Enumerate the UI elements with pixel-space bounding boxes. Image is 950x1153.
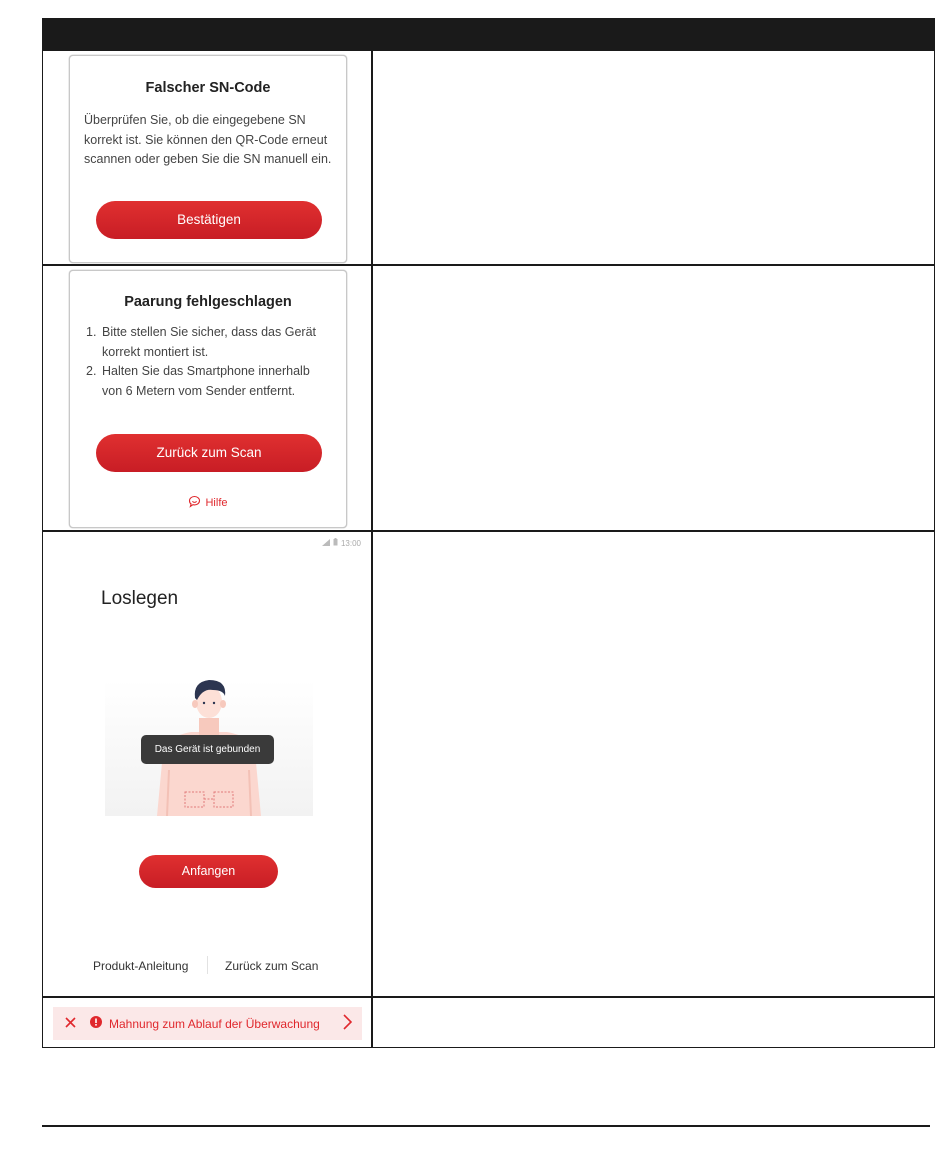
chevron-right-icon[interactable] (343, 1014, 352, 1033)
chat-bubble-icon (188, 495, 201, 511)
help-link[interactable] (70, 495, 346, 511)
status-bar (322, 538, 361, 548)
toast-message: Das Gerät ist gebunden (141, 735, 274, 764)
document-table (42, 18, 935, 1048)
sn-error-dialog (69, 55, 347, 263)
pairing-failed-dialog (69, 270, 347, 528)
list-text: Bitte stellen Sie sicher, dass das Gerät korrekt montiert ist. (102, 325, 316, 359)
column-divider (371, 51, 373, 1047)
row-divider (43, 264, 934, 266)
confirm-button[interactable]: Bestätigen (96, 201, 322, 239)
monitoring-alert-bar[interactable] (53, 1007, 362, 1040)
status-time: 13:00 (340, 538, 361, 548)
battery-icon (333, 538, 338, 548)
list-text: Halten Sie das Smartphone innerhalb von 6 Metern vom Sender entfernt. (102, 364, 310, 398)
list-item (86, 362, 328, 401)
table-header (43, 19, 934, 51)
start-button[interactable]: Anfangen (139, 855, 278, 888)
back-to-scan-button[interactable]: Zurück zum Scan (96, 434, 322, 472)
dialog-title: Paarung fehlgeschlagen (124, 294, 292, 310)
dialog-message: Überprüfen Sie, ob die eingegebene SN korrekt ist. Sie können den QR-Code erneut scannen oder geben Sie die SN manuell ein. (84, 113, 332, 166)
help-label: Hilfe (205, 497, 228, 509)
dialog-instructions (86, 323, 328, 401)
close-icon[interactable] (65, 1017, 76, 1031)
alert-text: Mahnung zum Ablauf der Überwachung (109, 1016, 320, 1031)
alert-icon (90, 1016, 102, 1031)
footer-rule (42, 1125, 930, 1127)
list-item (86, 323, 328, 362)
alert-row (43, 998, 371, 1047)
start-screen (43, 532, 371, 996)
product-guide-link[interactable]: Produkt-Anleitung (93, 959, 189, 973)
dialog-title: Falscher SN-Code (145, 80, 271, 96)
page-title: Loslegen (101, 588, 179, 609)
signal-icon (322, 539, 330, 548)
list-number: 2. (86, 364, 97, 378)
list-number: 1. (86, 325, 97, 339)
link-divider (207, 956, 208, 974)
back-to-scan-link[interactable]: Zurück zum Scan (225, 959, 319, 973)
